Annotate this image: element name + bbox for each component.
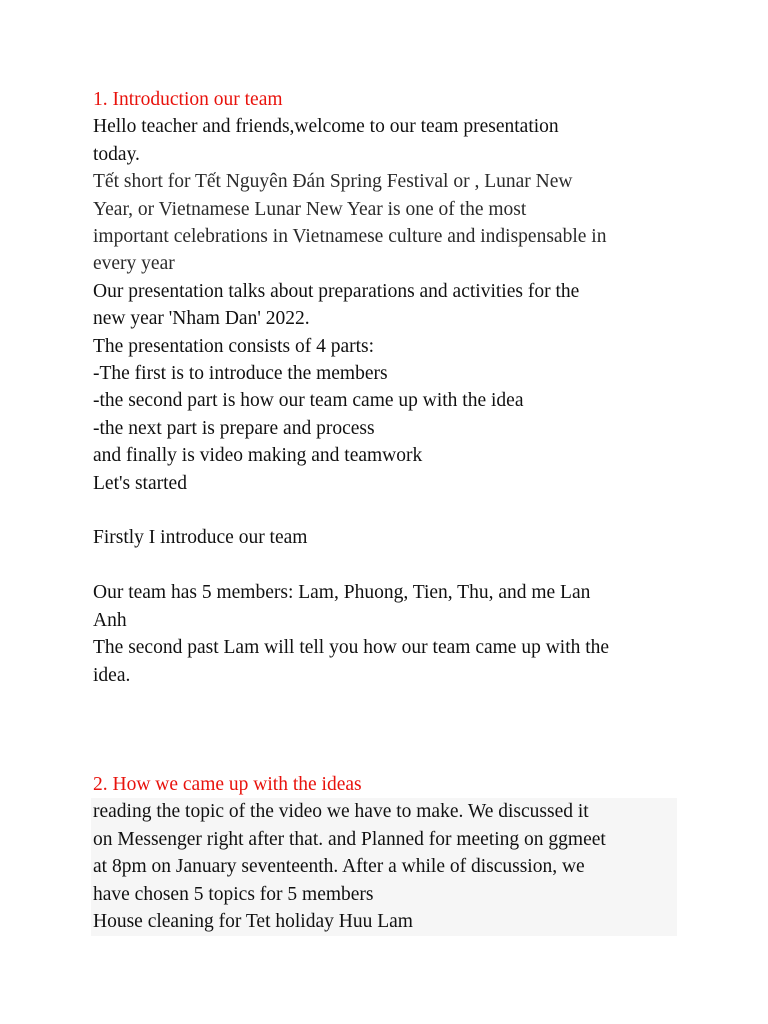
- document-page: [93, 86, 693, 936]
- second-past-line-2: idea.: [93, 664, 131, 686]
- second-past-line-1: The second past Lam will tell you how our team came up with the: [93, 637, 610, 659]
- greeting-line-2: today.: [93, 143, 140, 165]
- talks-line-2: new year 'Nham Dan' 2022.: [93, 308, 310, 330]
- ideas-line-1: reading the topic of the video we have to make. We discussed it: [91, 798, 677, 825]
- tet-line-1: Tết short for Tết Nguyên Đán Spring Festival or , Lunar New: [93, 171, 573, 193]
- ideas-line-4: have chosen 5 topics for 5 members: [91, 881, 677, 908]
- firstly-line: Firstly I introduce our team: [93, 527, 308, 549]
- tet-line-2: Year, or Vietnamese Lunar New Year is one of the most: [93, 198, 527, 220]
- section-1-heading: 1. Introduction our team: [93, 89, 283, 110]
- tet-line-4: every year: [93, 253, 175, 275]
- ideas-line-3: at 8pm on January seventeenth. After a while of discussion, we: [91, 853, 677, 880]
- members-line-2: Anh: [93, 609, 127, 631]
- blank-line: [93, 744, 693, 771]
- ideas-line-2: on Messenger right after that. and Planned for meeting on ggmeet: [91, 826, 677, 853]
- part-line-1: -The first is to introduce the members: [93, 363, 388, 385]
- blank-line: [93, 497, 693, 524]
- talks-line-1: Our presentation talks about preparations and activities for the: [93, 280, 580, 302]
- blank-line: [93, 716, 693, 743]
- part-line-3: -the next part is prepare and process: [93, 417, 375, 439]
- consists-line: The presentation consists of 4 parts:: [93, 335, 375, 357]
- section-2-heading: 2. How we came up with the ideas: [93, 774, 362, 796]
- part-line-4: and finally is video making and teamwork: [93, 445, 423, 467]
- members-line-1: Our team has 5 members: Lam, Phuong, Tien, Thu, and me Lan: [93, 582, 591, 604]
- tet-line-3: important celebrations in Vietnamese culture and indispensable in: [93, 226, 607, 248]
- started-line: Let's started: [93, 472, 187, 494]
- blank-line: [93, 552, 693, 579]
- blank-line: [93, 689, 693, 716]
- greeting-line-1: Hello teacher and friends,welcome to our team presentation: [93, 116, 559, 138]
- part-line-2: -the second part is how our team came up with the idea: [93, 390, 524, 412]
- ideas-line-5: House cleaning for Tet holiday Huu Lam: [91, 908, 677, 935]
